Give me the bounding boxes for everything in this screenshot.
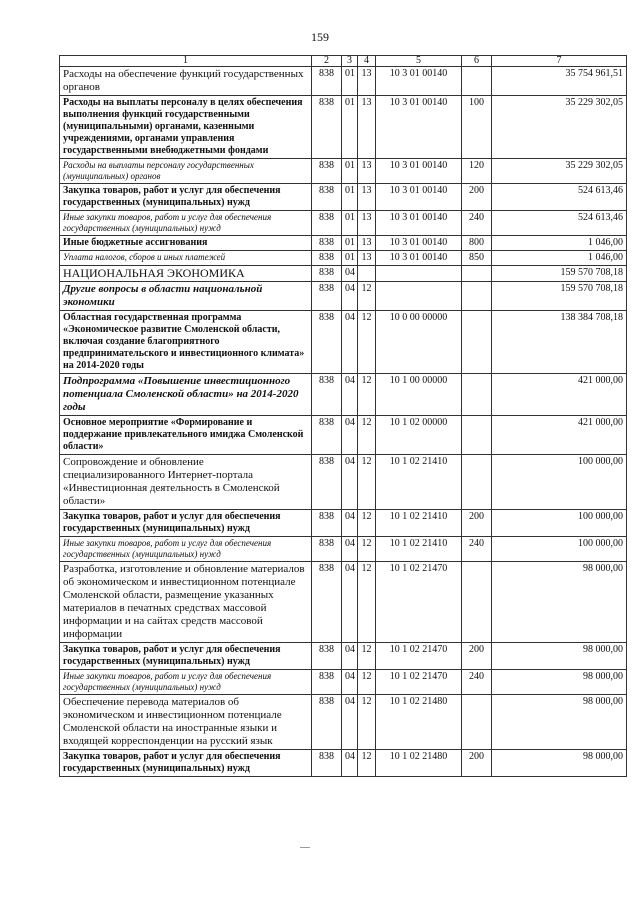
row-label: Областная государственная программа «Экономическое развитие Смоленской области, включая создание благоприятного предпринимательского и инвестиционного климата» на 2014-2020 годы	[60, 311, 312, 374]
row-code-expense-type: 100	[462, 96, 492, 159]
header-row	[60, 56, 627, 67]
row-label: Уплата налогов, сборов и иных платежей	[60, 251, 312, 266]
row-code-ministry: 838	[312, 236, 342, 251]
row-code-target: 10 3 01 00140	[376, 211, 462, 236]
row-amount: 98 000,00	[492, 670, 627, 695]
row-label: Расходы на выплаты персоналу в целях обеспечения выполнения функций государственными (муниципальными) органами, казенными учреждениями, органами управления государственными внебюджетными фондами	[60, 96, 312, 159]
row-code-expense-type	[462, 455, 492, 510]
row-code-section: 04	[342, 643, 358, 670]
row-code-target	[376, 266, 462, 282]
column-header: 5	[376, 56, 462, 67]
row-amount: 35 229 302,05	[492, 159, 627, 184]
row-code-target: 10 0 00 00000	[376, 311, 462, 374]
table-row	[60, 251, 627, 266]
table-row	[60, 236, 627, 251]
row-code-subsection: 12	[358, 455, 376, 510]
row-code-target: 10 1 02 21470	[376, 670, 462, 695]
table-row	[60, 159, 627, 184]
table-row	[60, 695, 627, 750]
row-code-section: 01	[342, 236, 358, 251]
row-code-target: 10 1 00 00000	[376, 374, 462, 416]
row-code-section: 04	[342, 695, 358, 750]
row-code-section: 04	[342, 311, 358, 374]
row-code-subsection: 12	[358, 670, 376, 695]
row-code-subsection: 12	[358, 311, 376, 374]
row-code-subsection: 13	[358, 159, 376, 184]
row-code-subsection: 13	[358, 67, 376, 96]
row-code-expense-type	[462, 311, 492, 374]
row-code-expense-type	[462, 374, 492, 416]
table-row	[60, 670, 627, 695]
row-code-target: 10 3 01 00140	[376, 96, 462, 159]
row-code-target: 10 3 01 00140	[376, 67, 462, 96]
row-label: Закупка товаров, работ и услуг для обеспечения государственных (муниципальных) нужд	[60, 184, 312, 211]
row-code-target: 10 1 02 21410	[376, 510, 462, 537]
row-code-ministry: 838	[312, 282, 342, 311]
row-label: Иные закупки товаров, работ и услуг для обеспечения государственных (муниципальных) нужд	[60, 211, 312, 236]
row-code-ministry: 838	[312, 96, 342, 159]
table-row	[60, 510, 627, 537]
row-code-ministry: 838	[312, 416, 342, 455]
column-header: 7	[492, 56, 627, 67]
row-code-subsection: 12	[358, 416, 376, 455]
row-amount: 524 613,46	[492, 211, 627, 236]
row-code-ministry: 838	[312, 510, 342, 537]
table-row	[60, 96, 627, 159]
page-number: 159	[311, 30, 329, 44]
row-label: Обеспечение перевода материалов об экономическом и инвестиционном потенциале Смоленской области на иностранные языки и входящей корреспонденции на русский язык	[60, 695, 312, 750]
row-code-section: 01	[342, 211, 358, 236]
table-row	[60, 643, 627, 670]
row-code-subsection: 13	[358, 96, 376, 159]
column-header: 4	[358, 56, 376, 67]
row-code-ministry: 838	[312, 251, 342, 266]
row-code-section: 04	[342, 282, 358, 311]
row-code-section: 04	[342, 266, 358, 282]
row-amount: 35 229 302,05	[492, 96, 627, 159]
row-label: Расходы на выплаты персоналу государственных (муниципальных) органов	[60, 159, 312, 184]
row-amount: 421 000,00	[492, 416, 627, 455]
column-header: 6	[462, 56, 492, 67]
row-amount: 100 000,00	[492, 455, 627, 510]
scan-mark	[300, 847, 310, 848]
row-code-ministry: 838	[312, 643, 342, 670]
row-code-expense-type	[462, 266, 492, 282]
row-code-ministry: 838	[312, 695, 342, 750]
row-code-subsection	[358, 266, 376, 282]
row-code-section: 01	[342, 96, 358, 159]
row-code-expense-type: 240	[462, 211, 492, 236]
row-code-ministry: 838	[312, 184, 342, 211]
column-header: 3	[342, 56, 358, 67]
row-code-subsection: 13	[358, 184, 376, 211]
row-label: Закупка товаров, работ и услуг для обеспечения государственных (муниципальных) нужд	[60, 643, 312, 670]
row-label: НАЦИОНАЛЬНАЯ ЭКОНОМИКА	[60, 266, 312, 282]
row-code-target: 10 3 01 00140	[376, 251, 462, 266]
table-row	[60, 282, 627, 311]
row-code-section: 04	[342, 670, 358, 695]
budget-table	[59, 55, 627, 777]
row-amount: 524 613,46	[492, 184, 627, 211]
row-code-ministry: 838	[312, 159, 342, 184]
row-label: Сопровождение и обновление специализированного Интернет-портала «Инвестиционная деятельность в Смоленской области»	[60, 455, 312, 510]
column-header: 1	[60, 56, 312, 67]
row-code-expense-type: 800	[462, 236, 492, 251]
row-code-target	[376, 282, 462, 311]
row-code-target: 10 1 02 21480	[376, 750, 462, 777]
table-row	[60, 311, 627, 374]
row-code-subsection: 13	[358, 251, 376, 266]
row-code-expense-type: 200	[462, 510, 492, 537]
row-code-expense-type: 240	[462, 670, 492, 695]
row-code-target: 10 1 02 21410	[376, 455, 462, 510]
row-label: Разработка, изготовление и обновление материалов об экономическом и инвестиционном потенциале Смоленской области, размещение указанных материалов в печатных средствах массовой информации и на сайтах средств массовой информации	[60, 562, 312, 643]
table-row	[60, 374, 627, 416]
table-row	[60, 455, 627, 510]
row-code-section: 04	[342, 537, 358, 562]
row-label: Другие вопросы в области национальной экономики	[60, 282, 312, 311]
row-code-ministry: 838	[312, 67, 342, 96]
row-code-ministry: 838	[312, 750, 342, 777]
row-label: Расходы на обеспечение функций государственных органов	[60, 67, 312, 96]
row-code-subsection: 13	[358, 236, 376, 251]
table-row	[60, 184, 627, 211]
row-label: Закупка товаров, работ и услуг для обеспечения государственных (муниципальных) нужд	[60, 750, 312, 777]
row-code-expense-type: 200	[462, 750, 492, 777]
row-amount: 98 000,00	[492, 750, 627, 777]
row-code-ministry: 838	[312, 211, 342, 236]
row-code-ministry: 838	[312, 562, 342, 643]
table-row	[60, 211, 627, 236]
row-amount: 159 570 708,18	[492, 266, 627, 282]
row-code-expense-type	[462, 416, 492, 455]
table-row	[60, 562, 627, 643]
row-label: Закупка товаров, работ и услуг для обеспечения государственных (муниципальных) нужд	[60, 510, 312, 537]
row-amount: 98 000,00	[492, 562, 627, 643]
table-row	[60, 750, 627, 777]
row-code-section: 04	[342, 510, 358, 537]
row-code-target: 10 3 01 00140	[376, 159, 462, 184]
row-code-section: 04	[342, 455, 358, 510]
row-code-expense-type	[462, 695, 492, 750]
table-row	[60, 67, 627, 96]
row-code-target: 10 1 02 21480	[376, 695, 462, 750]
row-code-section: 01	[342, 67, 358, 96]
row-code-ministry: 838	[312, 670, 342, 695]
row-code-expense-type: 200	[462, 184, 492, 211]
row-amount: 421 000,00	[492, 374, 627, 416]
row-code-target: 10 1 02 21410	[376, 537, 462, 562]
column-header: 2	[312, 56, 342, 67]
row-code-subsection: 12	[358, 282, 376, 311]
row-label: Подпрограмма «Повышение инвестиционного потенциала Смоленской области» на 2014-2020 годы	[60, 374, 312, 416]
row-code-expense-type: 240	[462, 537, 492, 562]
row-code-ministry: 838	[312, 266, 342, 282]
table-row	[60, 416, 627, 455]
row-code-ministry: 838	[312, 537, 342, 562]
row-code-section: 01	[342, 251, 358, 266]
row-code-subsection: 12	[358, 695, 376, 750]
row-code-target: 10 1 02 00000	[376, 416, 462, 455]
row-amount: 138 384 708,18	[492, 311, 627, 374]
table-row	[60, 266, 627, 282]
row-amount: 159 570 708,18	[492, 282, 627, 311]
row-amount: 1 046,00	[492, 251, 627, 266]
row-code-section: 04	[342, 562, 358, 643]
row-code-subsection: 12	[358, 750, 376, 777]
row-code-ministry: 838	[312, 455, 342, 510]
row-code-expense-type	[462, 562, 492, 643]
row-code-subsection: 12	[358, 537, 376, 562]
row-label: Основное мероприятие «Формирование и поддержание привлекательного имиджа Смоленской области»	[60, 416, 312, 455]
row-amount: 1 046,00	[492, 236, 627, 251]
row-code-subsection: 12	[358, 374, 376, 416]
row-amount: 100 000,00	[492, 537, 627, 562]
row-amount: 98 000,00	[492, 643, 627, 670]
row-code-expense-type: 120	[462, 159, 492, 184]
row-code-section: 04	[342, 416, 358, 455]
row-code-expense-type: 850	[462, 251, 492, 266]
row-code-ministry: 838	[312, 311, 342, 374]
row-label: Иные закупки товаров, работ и услуг для обеспечения государственных (муниципальных) нужд	[60, 537, 312, 562]
row-label: Иные бюджетные ассигнования	[60, 236, 312, 251]
row-code-section: 04	[342, 750, 358, 777]
row-code-section: 01	[342, 159, 358, 184]
row-label: Иные закупки товаров, работ и услуг для обеспечения государственных (муниципальных) нужд	[60, 670, 312, 695]
row-amount: 35 754 961,51	[492, 67, 627, 96]
row-code-expense-type: 200	[462, 643, 492, 670]
row-code-target: 10 1 02 21470	[376, 562, 462, 643]
row-code-target: 10 3 01 00140	[376, 184, 462, 211]
row-code-subsection: 12	[358, 562, 376, 643]
row-amount: 100 000,00	[492, 510, 627, 537]
row-code-subsection: 12	[358, 643, 376, 670]
row-code-section: 01	[342, 184, 358, 211]
row-code-expense-type	[462, 282, 492, 311]
row-code-expense-type	[462, 67, 492, 96]
row-code-target: 10 3 01 00140	[376, 236, 462, 251]
row-code-subsection: 13	[358, 211, 376, 236]
row-code-section: 04	[342, 374, 358, 416]
row-code-subsection: 12	[358, 510, 376, 537]
row-amount: 98 000,00	[492, 695, 627, 750]
row-code-ministry: 838	[312, 374, 342, 416]
row-code-target: 10 1 02 21470	[376, 643, 462, 670]
table-row	[60, 537, 627, 562]
